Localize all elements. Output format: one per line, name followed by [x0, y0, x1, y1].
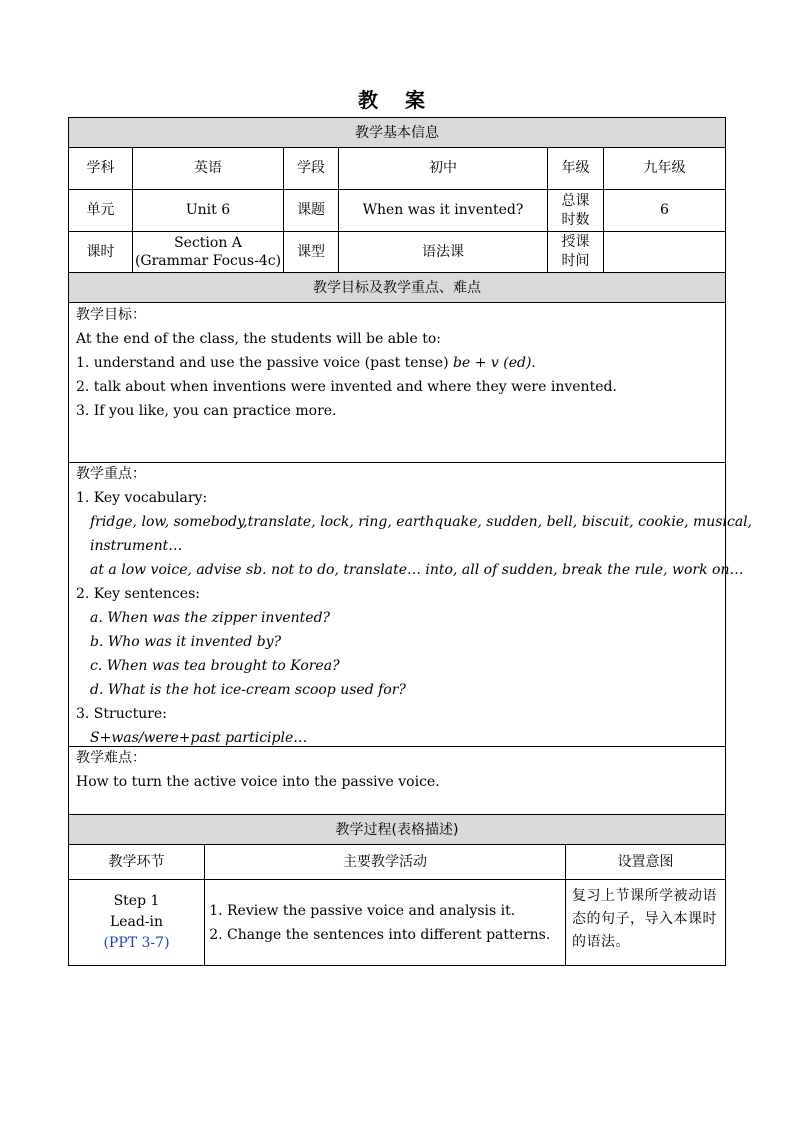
ppt-reference: (PPT 3-7): [103, 935, 170, 951]
page-title: 教 案: [358, 88, 435, 112]
key-sentences-label: 2. Key sentences:: [76, 586, 200, 602]
activity-cell: [205, 880, 565, 965]
objective-item-2: 2. talk about when inventions were invented and where they were invented.: [76, 379, 617, 395]
class-time-value: [604, 232, 725, 272]
period-label: 课时: [86, 243, 115, 260]
class-time-label: 授课 时间: [561, 234, 590, 269]
unit-label: 单元: [86, 202, 115, 218]
col-header-activity: 主要教学活动: [343, 853, 427, 870]
objectives-section: [76, 303, 617, 423]
activity-item: 1. Review the passive voice and analysis it.: [227, 899, 550, 923]
period-value: Section A (Grammar Focus-4c): [134, 235, 282, 269]
activity-item: 2. Change the sentences into different patterns.: [227, 923, 550, 947]
grade-label: 年级: [561, 160, 590, 176]
goals-header: 教学目标及教学重点、难点: [313, 279, 481, 296]
objectives-intro: At the end of the class, the students will be able to:: [76, 331, 441, 347]
vocabulary-phrases: at a low voice, advise sb. not to do, translate… into, all of sudden, break the rule, work on…: [90, 562, 744, 578]
objective-item-3: 3. If you like, you can practice more.: [76, 403, 337, 419]
objective-item-1: 1. understand and use the passive voice (past tense) be + v (ed).: [76, 355, 536, 371]
vocabulary-line: fridge, low, somebody,translate, lock, ring, earthquake, sudden, bell, biscuit, cookie, musical,: [90, 514, 753, 530]
stage-value: 初中: [429, 160, 457, 176]
subject-label: 学科: [86, 160, 115, 176]
unit-value: Unit 6: [185, 202, 231, 218]
difficulties-section: [76, 746, 440, 794]
topic-value: When was it invented?: [362, 202, 524, 218]
difficulties-text: How to turn the active voice into the passive voice.: [76, 774, 440, 790]
basic-info-header: 教学基本信息: [355, 124, 439, 141]
structure-label: 3. Structure:: [76, 706, 167, 722]
step-number: Step 1: [113, 893, 160, 909]
lesson-type-label: 课型: [297, 243, 325, 260]
key-sentence: a. When was the zipper invented?: [90, 610, 331, 626]
key-sentence: c. When was tea brought to Korea?: [90, 658, 340, 674]
purpose-text: 复习上节课所学被动语态的句子，导入本课时的语法。: [572, 888, 717, 950]
vocabulary-line: instrument…: [90, 538, 183, 554]
col-header-purpose: 设置意图: [617, 853, 674, 870]
grade-value: 九年级: [643, 160, 686, 176]
col-header-stage: 教学环节: [108, 853, 165, 870]
total-hours-label: 总课 时数: [561, 192, 590, 228]
stage-label: 学段: [297, 160, 325, 176]
lesson-type-value: 语法课: [422, 243, 464, 260]
activity-list: [205, 899, 550, 947]
key-vocabulary-label: 1. Key vocabulary:: [76, 490, 208, 506]
key-sentence: d. What is the hot ice-cream scoop used for?: [90, 682, 406, 698]
step-name: Lead-in: [109, 914, 164, 930]
key-points-section: [76, 462, 752, 750]
key-sentence: b. Who was it invented by?: [90, 634, 282, 650]
key-points-heading: 教学重点：: [76, 466, 146, 482]
total-hours-value: 6: [660, 202, 669, 218]
subject-value: 英语: [194, 160, 222, 176]
difficulties-heading: 教学难点：: [76, 750, 146, 766]
topic-label: 课题: [297, 202, 325, 218]
process-header: 教学过程(表格描述): [335, 821, 459, 838]
objectives-heading: 教学目标：: [76, 307, 146, 323]
structure-formula: S+was/were+past participle…: [90, 730, 308, 746]
step-cell: [69, 880, 204, 965]
